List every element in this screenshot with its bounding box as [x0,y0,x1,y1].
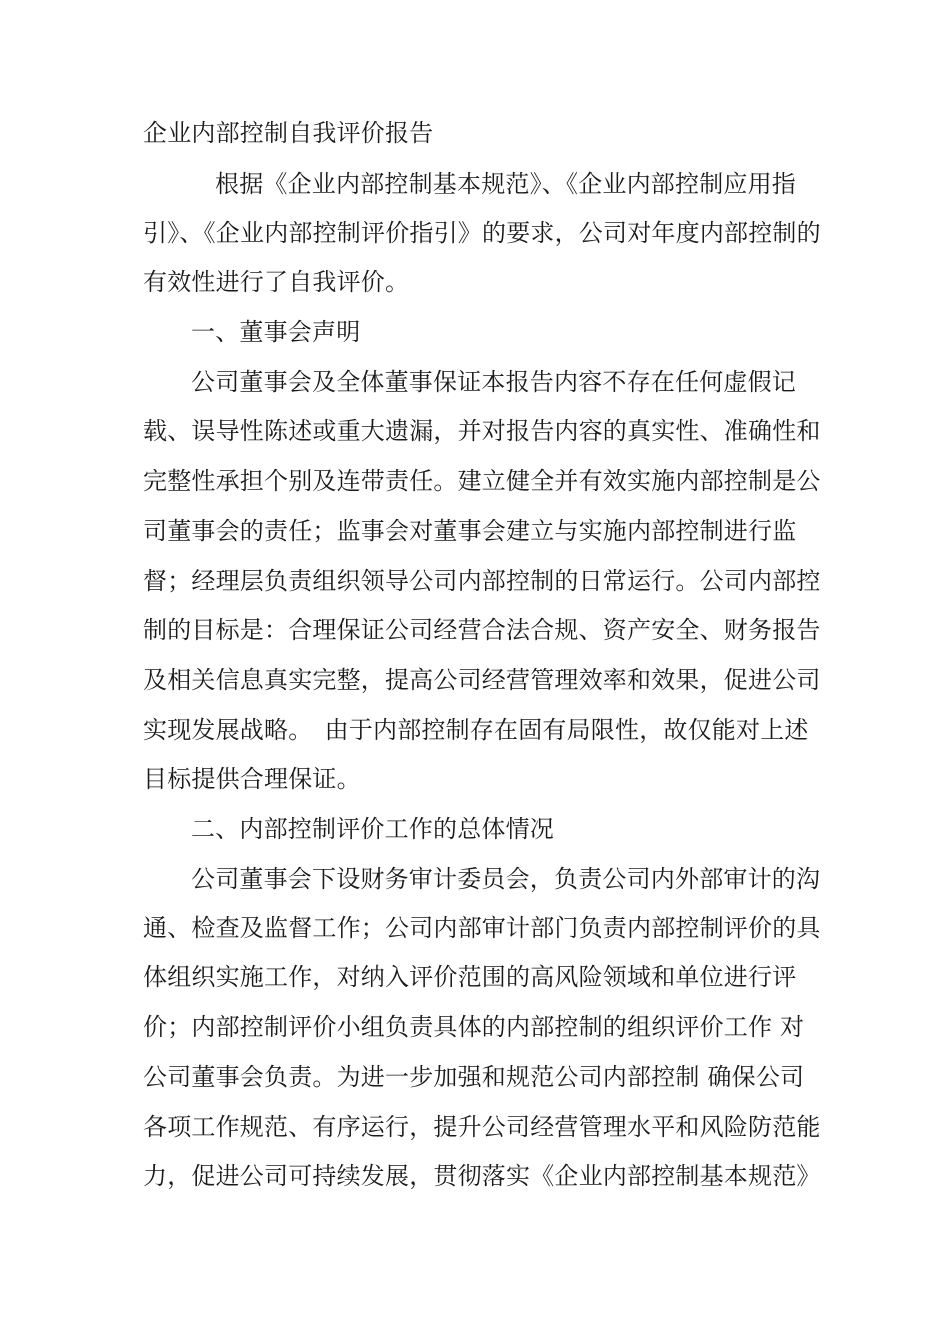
paragraph-line: 引》、《企业内部控制评价指引》的要求，公司对年度内部控制的 [143,219,821,247]
paragraph-line: 及相关信息真实完整，提高公司经营管理效率和效果，促进公司 [143,666,821,694]
paragraph-line: 各项工作规范、有序运行，提升公司经营管理水平和风险防范能 [143,1113,821,1141]
paragraph-line: 价；内部控制评价小组负责具体的内部控制的组织评价工作 对 [143,1013,805,1041]
paragraph-line: 目标提供合理保证。 [143,765,361,793]
paragraph-line: 司董事会的责任；监事会对董事会建立与实施内部控制进行监 [143,517,797,545]
paragraph-line: 公司董事会负责。为进一步加强和规范公司内部控制 确保公司 [143,1063,805,1091]
document-title: 企业内部控制自我评价报告 [143,119,434,147]
paragraph-line: 载、误导性陈述或重大遗漏，并对报告内容的真实性、准确性和 [143,417,821,445]
paragraph-line: 根据《企业内部控制基本规范》、《企业内部控制应用指 [215,170,796,198]
paragraph-line: 公司董事会下设财务审计委员会，负责公司内外部审计的沟 [191,865,821,893]
section-heading: 二、内部控制评价工作的总体情况 [191,815,554,843]
paragraph-line: 完整性承担个别及连带责任。建立健全并有效实施内部控制是公 [143,467,821,495]
paragraph-line: 实现发展战略。 由于内部控制存在固有局限性，故仅能对上述 [143,716,809,744]
paragraph-line: 通、检查及监督工作；公司内部审计部门负责内部控制评价的具 [143,914,821,942]
paragraph-line: 体组织实施工作，对纳入评价范围的高风险领域和单位进行评 [143,963,797,991]
paragraph-line: 力，促进公司可持续发展，贯彻落实《企业内部控制基本规范》 [143,1162,821,1190]
paragraph-line: 公司董事会及全体董事保证本报告内容不存在任何虚假记 [191,368,796,396]
paragraph-line: 有效性进行了自我评价。 [143,268,410,296]
paragraph-line: 督；经理层负责组织领导公司内部控制的日常运行。公司内部控 [143,567,821,595]
section-heading: 一、董事会声明 [191,318,361,346]
paragraph-line: 制的目标是：合理保证公司经营合法合规、资产安全、财务报告 [143,616,821,644]
